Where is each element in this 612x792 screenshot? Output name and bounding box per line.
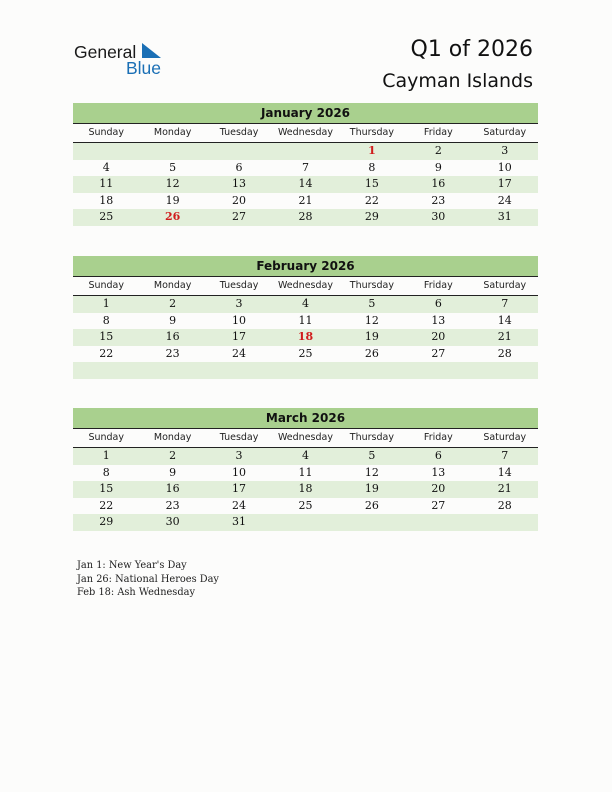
day-cell: 12 <box>364 465 379 479</box>
day-cell: 18 <box>298 482 313 496</box>
day-cell: 5 <box>169 160 177 174</box>
day-cell: 25 <box>298 346 313 360</box>
week-row <box>73 346 538 363</box>
weekday-label: Thursday <box>349 127 394 138</box>
day-cell: 9 <box>169 313 177 327</box>
weekday-label: Thursday <box>349 280 394 291</box>
day-cell: 19 <box>364 482 379 496</box>
day-cell: 20 <box>431 482 446 496</box>
day-cell: 26 <box>364 346 379 360</box>
day-cell <box>73 143 139 160</box>
day-cell: 2 <box>434 144 442 157</box>
day-cell: 28 <box>497 346 512 360</box>
week-row <box>73 498 538 515</box>
week-row <box>73 362 538 379</box>
day-cell: 8 <box>102 465 110 479</box>
day-cell: 21 <box>298 193 313 207</box>
day-cell: 17 <box>232 482 247 496</box>
day-cell: 23 <box>165 498 180 512</box>
day-cell: 10 <box>497 160 512 174</box>
day-cell <box>405 362 471 379</box>
day-cell: 13 <box>431 465 446 479</box>
day-cell: 3 <box>501 144 509 157</box>
day-cell: 17 <box>497 177 512 191</box>
weekday-label: Friday <box>423 280 453 291</box>
day-cell: 16 <box>165 482 180 496</box>
weekday-label: Monday <box>153 432 192 443</box>
month-title: January 2026 <box>73 103 538 124</box>
day-cell: 17 <box>232 330 247 344</box>
day-cell: 7 <box>301 160 309 174</box>
day-cell: 11 <box>99 177 114 191</box>
day-cell: 20 <box>232 193 247 207</box>
day-cell: 31 <box>232 515 247 529</box>
day-cell: 25 <box>99 210 114 224</box>
weekday-label: Sunday <box>88 432 124 443</box>
day-cell <box>339 514 405 531</box>
weekday-label: Wednesday <box>277 432 333 443</box>
day-cell: 29 <box>99 515 114 529</box>
weekday-label: Monday <box>153 127 192 138</box>
month-calendar <box>73 408 538 531</box>
week-row <box>73 143 538 160</box>
day-cell: 20 <box>431 330 446 344</box>
day-cell: 8 <box>368 160 376 174</box>
day-cell: 28 <box>497 498 512 512</box>
page-title: Q1 of 2026 <box>410 37 533 62</box>
holiday-notes <box>77 559 219 600</box>
day-cell <box>405 514 471 531</box>
weekday-label: Thursday <box>349 432 394 443</box>
day-cell: 23 <box>165 346 180 360</box>
week-row <box>73 193 538 210</box>
day-cell <box>472 362 538 379</box>
week-row <box>73 209 538 226</box>
day-cell: 9 <box>169 465 177 479</box>
month-title: February 2026 <box>73 256 538 277</box>
day-cell: 4 <box>102 160 110 174</box>
day-cell: 2 <box>169 297 177 310</box>
week-row <box>73 313 538 330</box>
day-cell: 7 <box>501 449 509 462</box>
month-calendar <box>73 256 538 379</box>
day-cell: 6 <box>434 449 442 462</box>
day-cell <box>272 362 338 379</box>
day-cell <box>139 143 205 160</box>
holiday-day-cell: 26 <box>164 210 181 224</box>
day-cell: 29 <box>364 210 379 224</box>
day-cell: 22 <box>364 193 379 207</box>
week-row <box>73 514 538 531</box>
week-row <box>73 176 538 193</box>
day-cell: 1 <box>102 449 110 462</box>
weekday-label: Tuesday <box>219 127 259 138</box>
week-row <box>73 481 538 498</box>
weekday-label: Wednesday <box>277 280 333 291</box>
day-cell: 15 <box>364 177 379 191</box>
day-cell: 3 <box>235 449 243 462</box>
day-cell: 2 <box>169 449 177 462</box>
holiday-note: Jan 1: New Year's Day <box>77 560 187 571</box>
day-cell: 27 <box>431 346 446 360</box>
logo-general-text: General <box>74 42 137 62</box>
day-cell: 15 <box>99 482 114 496</box>
day-cell <box>272 514 338 531</box>
day-cell: 4 <box>301 449 309 462</box>
day-cell <box>472 514 538 531</box>
day-cell: 22 <box>99 346 114 360</box>
day-cell: 24 <box>232 346 247 360</box>
day-cell: 19 <box>165 193 180 207</box>
day-cell: 31 <box>497 210 512 224</box>
week-row <box>73 296 538 313</box>
day-cell: 27 <box>431 498 446 512</box>
day-cell: 10 <box>232 465 247 479</box>
weekday-label: Friday <box>423 127 453 138</box>
day-cell: 25 <box>298 498 313 512</box>
weekday-label: Tuesday <box>219 280 259 291</box>
day-cell: 5 <box>368 297 376 310</box>
holiday-note: Feb 18: Ash Wednesday <box>77 587 195 598</box>
day-cell: 30 <box>165 515 180 529</box>
day-cell: 23 <box>431 193 446 207</box>
day-cell <box>139 362 205 379</box>
weekday-header-row <box>73 124 538 143</box>
day-cell: 4 <box>301 297 309 310</box>
weekday-label: Sunday <box>88 127 124 138</box>
weekday-header-row <box>73 277 538 296</box>
day-cell: 16 <box>165 330 180 344</box>
week-row <box>73 465 538 482</box>
weekday-label: Friday <box>423 432 453 443</box>
weekday-label: Sunday <box>88 280 124 291</box>
day-cell: 15 <box>99 330 114 344</box>
day-cell: 12 <box>165 177 180 191</box>
day-cell <box>206 143 272 160</box>
holiday-note: Jan 26: National Heroes Day <box>77 573 219 585</box>
weekday-label: Saturday <box>483 280 527 291</box>
logo <box>74 42 174 78</box>
day-cell: 27 <box>232 210 247 224</box>
day-cell: 10 <box>232 313 247 327</box>
week-row <box>73 329 538 346</box>
day-cell: 22 <box>99 498 114 512</box>
day-cell: 12 <box>364 313 379 327</box>
day-cell: 26 <box>364 498 379 512</box>
logo-blue-text: Blue <box>126 58 162 78</box>
day-cell: 21 <box>497 330 512 344</box>
day-cell: 6 <box>235 160 243 174</box>
day-cell: 16 <box>431 177 446 191</box>
day-cell: 13 <box>232 177 247 191</box>
day-cell <box>206 362 272 379</box>
weekday-label: Wednesday <box>277 127 333 138</box>
day-cell: 11 <box>298 313 313 327</box>
week-row <box>73 160 538 177</box>
day-cell: 24 <box>497 193 512 207</box>
weekday-label: Monday <box>153 280 192 291</box>
weekday-label: Saturday <box>483 432 527 443</box>
day-cell: 11 <box>298 465 313 479</box>
logo-triangle-icon <box>142 43 162 59</box>
month-calendar <box>73 103 538 226</box>
day-cell: 24 <box>232 498 247 512</box>
day-cell: 14 <box>298 177 313 191</box>
weekday-label: Tuesday <box>219 432 259 443</box>
day-cell: 14 <box>497 313 512 327</box>
page-subtitle: Cayman Islands <box>382 70 533 92</box>
day-cell: 8 <box>102 313 110 327</box>
holiday-day-cell: 18 <box>297 330 314 344</box>
day-cell: 3 <box>235 297 243 310</box>
day-cell <box>339 362 405 379</box>
day-cell: 5 <box>368 449 376 462</box>
day-cell: 9 <box>434 160 442 174</box>
day-cell: 21 <box>497 482 512 496</box>
day-cell: 6 <box>434 297 442 310</box>
day-cell: 7 <box>501 297 509 310</box>
day-cell: 13 <box>431 313 446 327</box>
weekday-header-row <box>73 429 538 448</box>
day-cell <box>272 143 338 160</box>
day-cell: 18 <box>99 193 114 207</box>
day-cell: 30 <box>431 210 446 224</box>
day-cell: 1 <box>102 297 110 310</box>
weekday-label: Saturday <box>483 127 527 138</box>
holiday-day-cell: 1 <box>368 144 376 157</box>
day-cell: 28 <box>298 210 313 224</box>
day-cell <box>73 362 139 379</box>
day-cell: 19 <box>364 330 379 344</box>
week-row <box>73 448 538 465</box>
day-cell: 14 <box>497 465 512 479</box>
month-title: March 2026 <box>73 408 538 429</box>
